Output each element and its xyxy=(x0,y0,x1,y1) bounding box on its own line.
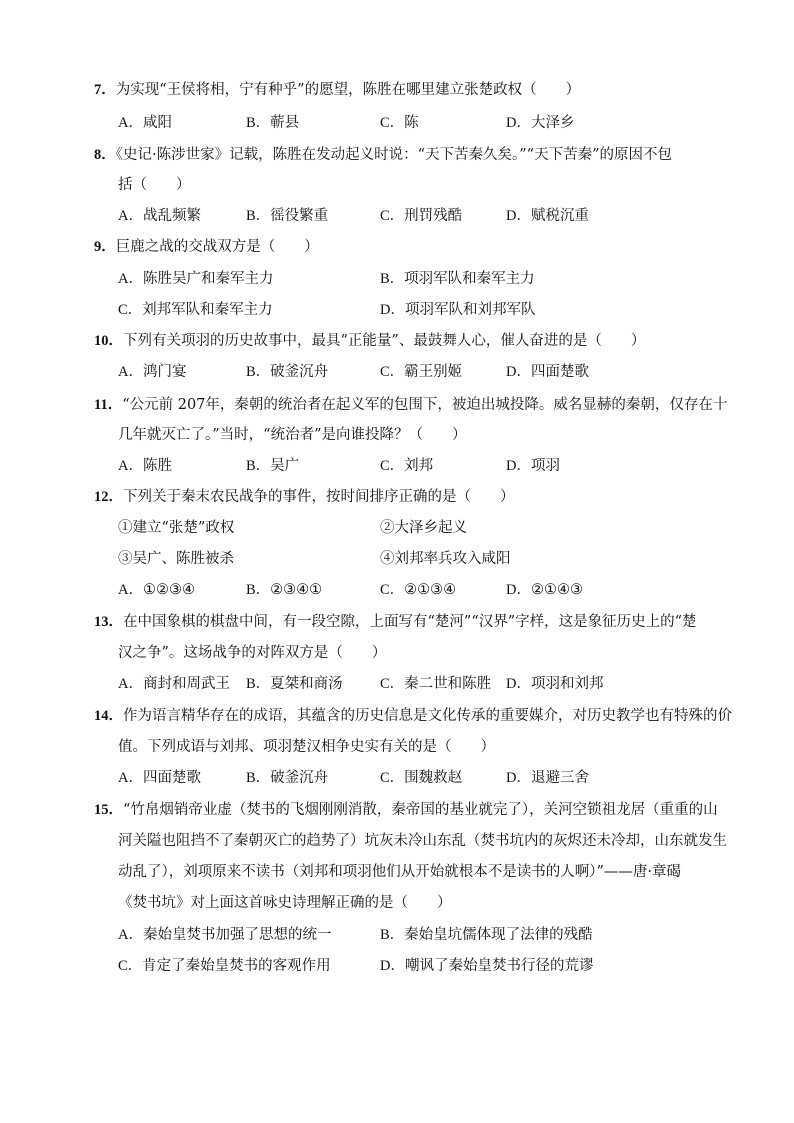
question-text: 下列关于秦末农民战争的事件，按时间排序正确的是（ ） xyxy=(123,489,515,505)
option-b[interactable]: B．②③④① xyxy=(246,582,323,598)
option-c[interactable]: C．陈 xyxy=(380,115,419,131)
event-item: ①建立“张楚”政权 xyxy=(118,520,235,536)
option-a[interactable]: A．秦始皇焚书加强了思想的统一 xyxy=(118,927,332,943)
option-d[interactable]: D．退避三舍 xyxy=(506,770,589,786)
question-number: 7． xyxy=(94,82,116,98)
question-text: “公元前 207年，秦朝的统治者在起义军的包围下，被迫出城投降。威名显赫的秦朝，仅存在十 xyxy=(122,397,728,413)
option-c[interactable]: C．刑罚残酷 xyxy=(380,208,463,224)
question-15-stem-continued: 河关隘也阻挡不了秦朝灭亡的趋势了）坑灰未冷山东乱（焚书坑内的灰烬还未冷却，山东就发生 xyxy=(118,833,727,849)
event-item: ②大泽乡起义 xyxy=(380,520,467,536)
option-c[interactable]: C．肯定了秦始皇焚书的客观作用 xyxy=(118,958,331,974)
option-b[interactable]: B．秦始皇坑儒体现了法律的残酷 xyxy=(380,927,593,943)
question-12-options xyxy=(118,580,738,600)
option-c[interactable]: C．秦二世和陈胜 xyxy=(380,676,492,692)
option-a[interactable]: A．四面楚歌 xyxy=(118,770,201,786)
question-15-stem-continued: 《焚书坑》对上面这首咏史诗理解正确的是（ ） xyxy=(118,895,452,911)
question-11-stem xyxy=(94,395,727,415)
option-d[interactable]: D．嘲讽了秦始皇焚书行径的荒谬 xyxy=(380,958,594,974)
event-item: ③吴广、陈胜被杀 xyxy=(118,551,234,567)
question-12-events-row-1 xyxy=(118,518,738,538)
option-d[interactable]: D．四面楚歌 xyxy=(506,364,589,380)
question-9-options-row-1 xyxy=(118,269,738,289)
option-d[interactable]: D．赋税沉重 xyxy=(506,208,589,224)
question-10-options xyxy=(118,362,738,382)
option-c[interactable]: C．刘邦 xyxy=(380,458,434,474)
option-a[interactable]: A．陈胜吴广和秦军主力 xyxy=(118,271,274,287)
question-8-options xyxy=(118,206,738,226)
question-number: 14． xyxy=(94,708,123,724)
question-15-options-row-2 xyxy=(118,956,738,976)
question-8-stem-continued: 括（ ） xyxy=(118,177,191,193)
question-text: 巨鹿之战的交战双方是（ ） xyxy=(115,239,319,255)
question-15-stem-continued: 动乱了），刘项原来不读书（刘邦和项羽他们从开始就根本不是读书的人啊）”——唐·章碣 xyxy=(118,864,682,880)
question-12-stem xyxy=(94,487,515,507)
question-12-events-row-2 xyxy=(118,549,738,569)
question-11-options xyxy=(118,456,738,476)
option-b[interactable]: B．破釜沉舟 xyxy=(246,364,329,380)
question-text: 《史记·陈涉世家》记载，陈胜在发动起义时说：“天下苦秦久矣。”“天下苦秦”的原因不包 xyxy=(115,147,673,163)
question-number: 9． xyxy=(94,239,116,255)
question-number: 15． xyxy=(94,802,123,818)
question-13-stem xyxy=(94,612,697,632)
option-c[interactable]: C．霸王别姬 xyxy=(380,364,463,380)
question-14-options xyxy=(118,768,738,788)
option-b[interactable]: B．夏桀和商汤 xyxy=(246,676,343,692)
event-item: ④刘邦率兵攻入咸阳 xyxy=(380,551,511,567)
option-d[interactable]: D．项羽 xyxy=(506,458,560,474)
option-a[interactable]: A．战乱频繁 xyxy=(118,208,201,224)
option-c[interactable]: C．刘邦军队和秦军主力 xyxy=(118,302,273,318)
option-b[interactable]: B．破釜沉舟 xyxy=(246,770,329,786)
question-11-stem-continued: 几年就灭亡了。”当时，“统治者”是向谁投降？（ ） xyxy=(118,427,467,443)
option-a[interactable]: A．商封和周武王 xyxy=(118,676,230,692)
option-d[interactable]: D．大泽乡 xyxy=(506,115,575,131)
question-15-options-row-1 xyxy=(118,925,738,945)
option-b[interactable]: B．徭役繁重 xyxy=(246,208,329,224)
question-14-stem xyxy=(94,706,732,726)
question-13-options xyxy=(118,674,738,694)
question-number: 12． xyxy=(94,489,123,505)
question-number: 11． xyxy=(94,397,123,413)
question-text: 作为语言精华存在的成语，其蕴含的历史信息是文化传承的重要媒介，对历史教学也有特殊的价 xyxy=(123,708,732,724)
question-10-stem xyxy=(94,331,645,351)
question-13-stem-continued: 汉之争”。这场战争的对阵双方是（ ） xyxy=(118,645,387,661)
option-b[interactable]: B．项羽军队和秦军主力 xyxy=(380,271,535,287)
option-b[interactable]: B．吴广 xyxy=(246,458,300,474)
question-8-stem xyxy=(94,145,672,165)
option-a[interactable]: A．咸阳 xyxy=(118,115,172,131)
option-a[interactable]: A．鸿门宴 xyxy=(118,364,187,380)
option-c[interactable]: C．②①③④ xyxy=(380,582,457,598)
question-9-options-row-2 xyxy=(118,300,738,320)
option-a[interactable]: A．①②③④ xyxy=(118,582,195,598)
question-text: “竹帛烟销帝业虚（焚书的飞烟刚刚消散，秦帝国的基业就完了），关河空锁祖龙居（重重的山 xyxy=(123,802,718,818)
option-b[interactable]: B．蕲县 xyxy=(246,115,300,131)
question-text: 下列有关项羽的历史故事中，最具“正能量”、最鼓舞人心，催人奋进的是（ ） xyxy=(123,333,646,349)
question-text: 为实现“王侯将相，宁有种乎”的愿望，陈胜在哪里建立张楚政权（ ） xyxy=(115,82,581,98)
question-9-stem xyxy=(94,237,319,257)
question-15-stem xyxy=(94,800,718,820)
question-text: 在中国象棋的棋盘中间，有一段空隙，上面写有“楚河”“汉界”字样，这是象征历史上的“楚 xyxy=(123,614,697,630)
question-number: 8． xyxy=(94,147,116,163)
option-d[interactable]: D．项羽和刘邦 xyxy=(506,676,604,692)
option-a[interactable]: A．陈胜 xyxy=(118,458,172,474)
question-7-options xyxy=(118,113,738,133)
option-c[interactable]: C．围魏救赵 xyxy=(380,770,463,786)
question-7-stem xyxy=(94,80,580,100)
option-d[interactable]: D．②①④③ xyxy=(506,582,583,598)
question-14-stem-continued: 值。下列成语与刘邦、项羽楚汉相争史实有关的是（ ） xyxy=(118,739,495,755)
question-number: 13． xyxy=(94,614,123,630)
option-d[interactable]: D．项羽军队和刘邦军队 xyxy=(380,302,536,318)
question-number: 10． xyxy=(94,333,123,349)
